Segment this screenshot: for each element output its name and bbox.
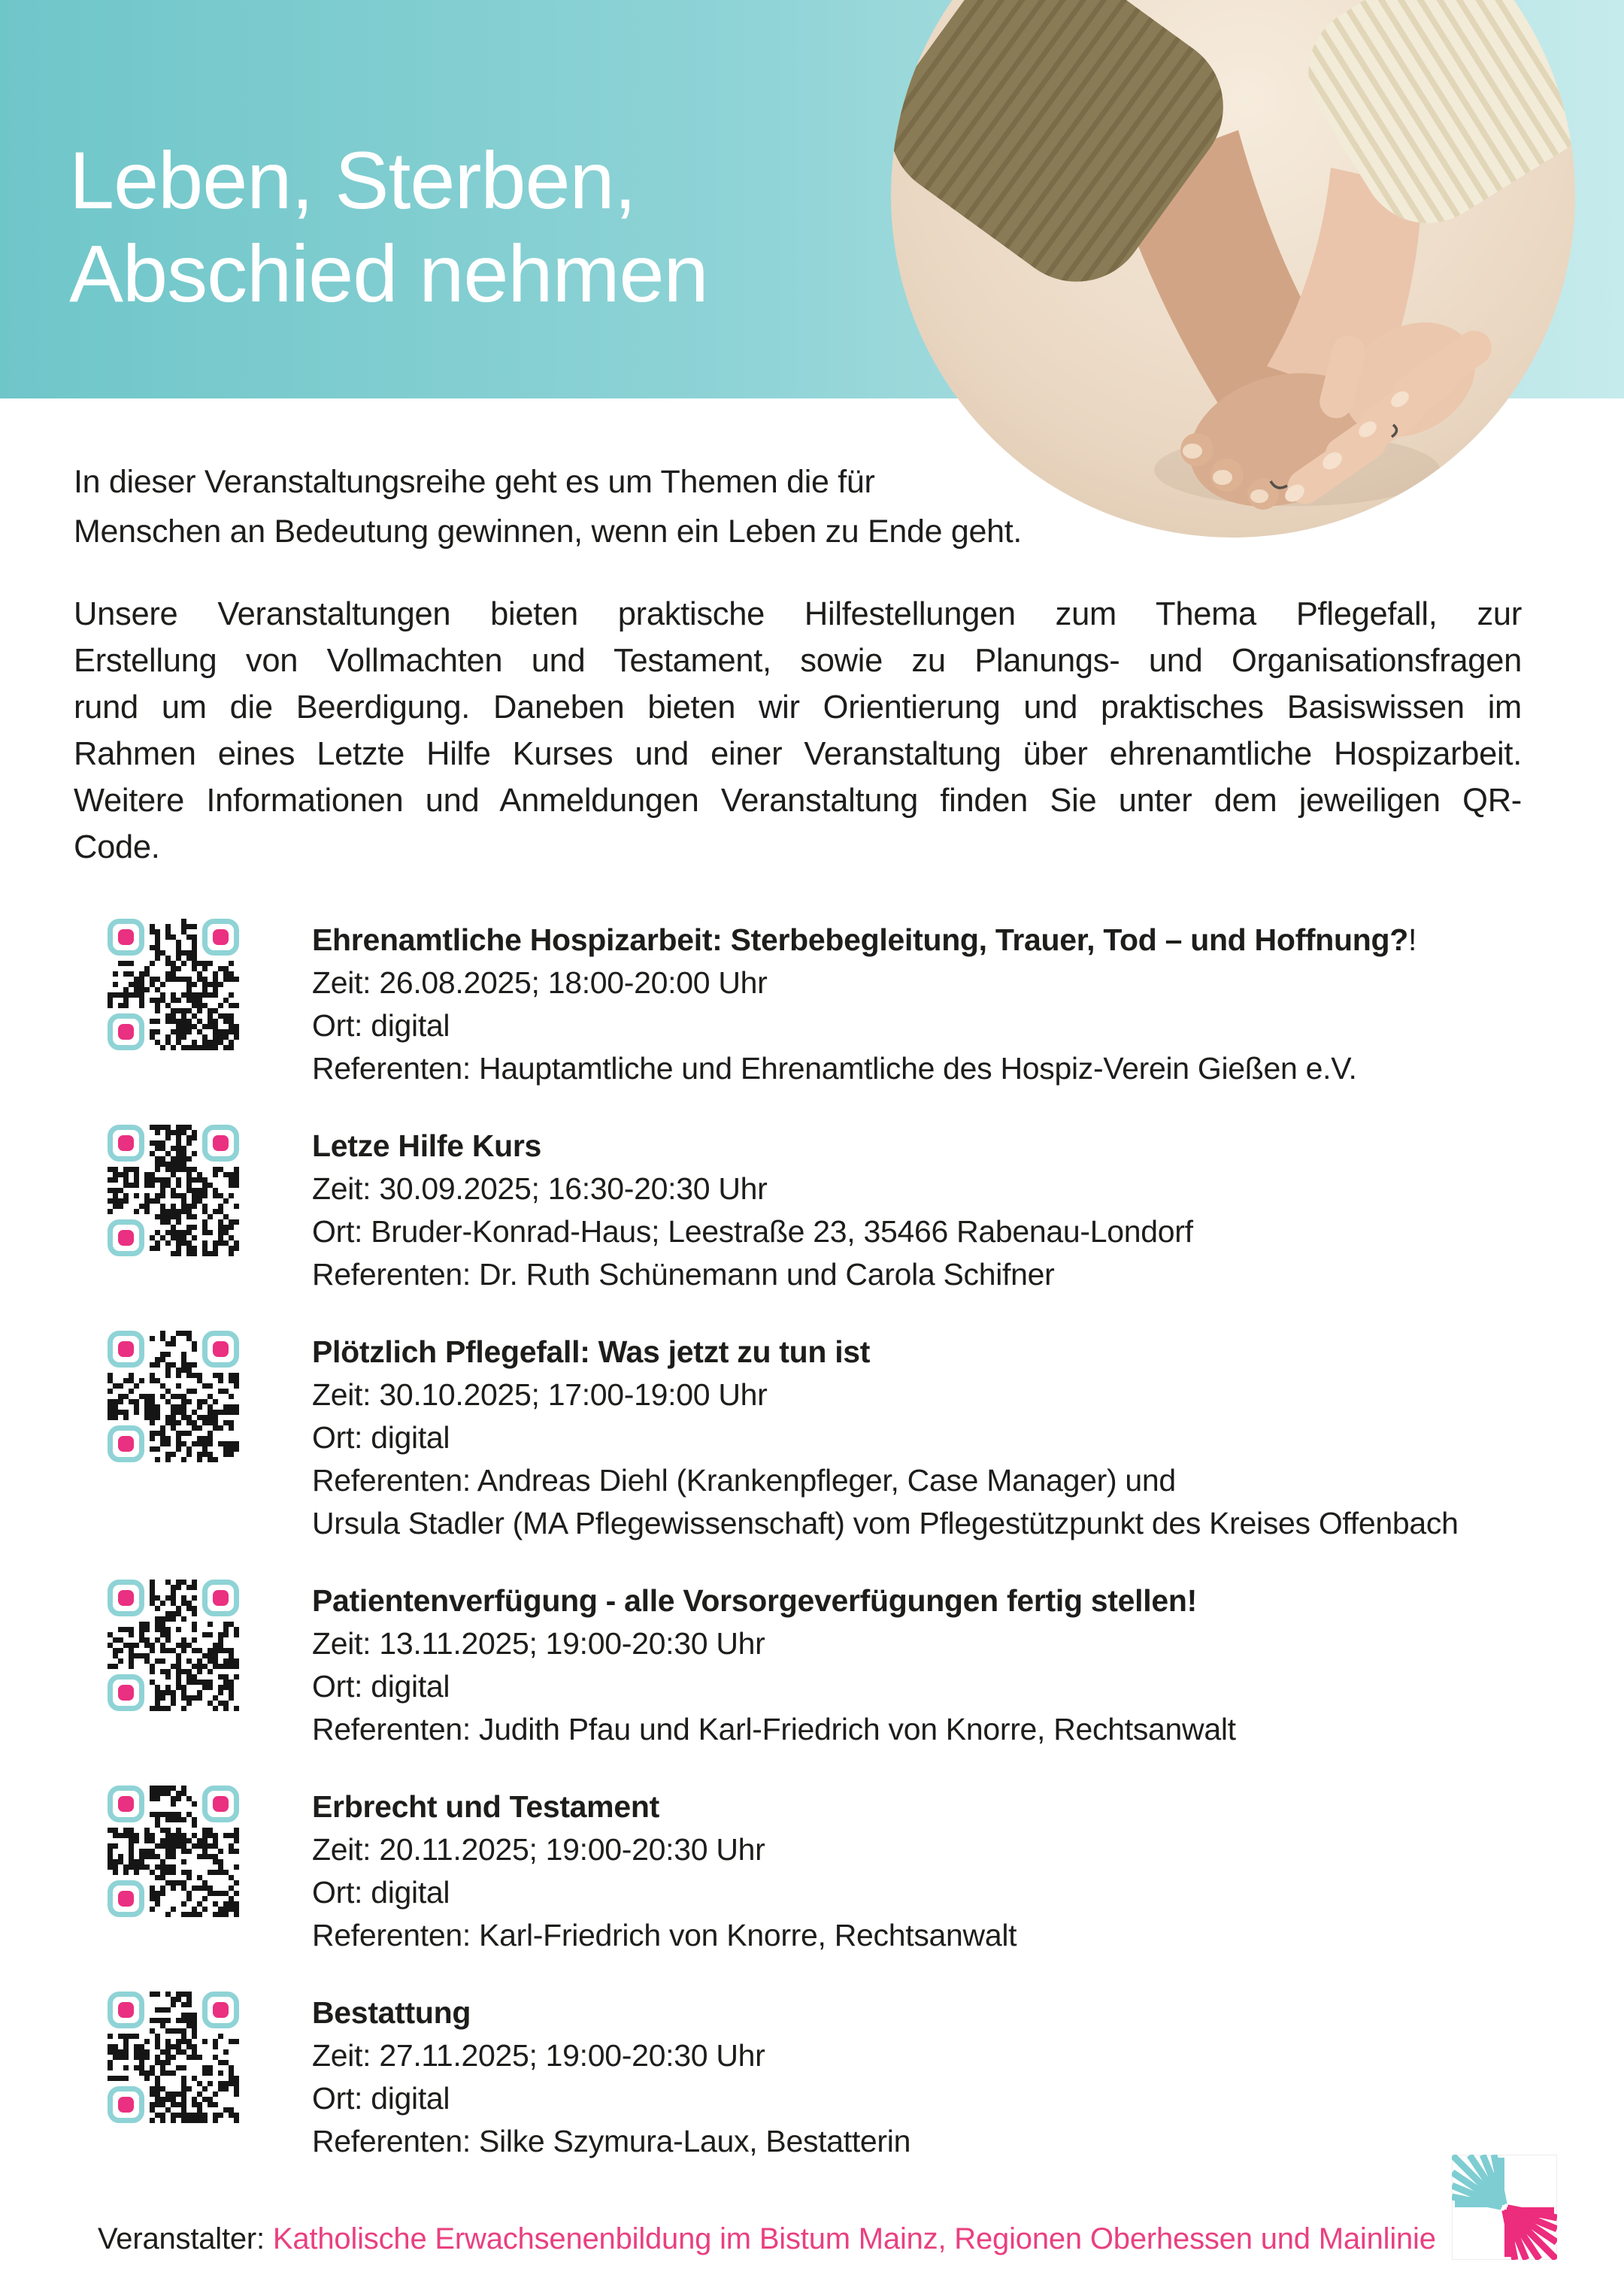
event-referenten: Referenten: Judith Pfau und Karl-Friedrich von Knorre, Rechtsanwalt: [312, 1712, 1236, 1746]
footer: [98, 2222, 1436, 2256]
event-zeit: Zeit: 20.11.2025; 19:00-20:30 Uhr: [312, 1832, 765, 1867]
event-zeit: Zeit: 30.10.2025; 17:00-19:00 Uhr: [312, 1377, 768, 1412]
event-list: [108, 919, 1590, 2198]
qr-code-patientenverfuegung: [108, 1580, 239, 1711]
description-line: Code.: [74, 829, 160, 865]
qr-code-erbrecht: [108, 1786, 239, 1917]
event-ort: Ort: Bruder-Konrad-Haus; Leestraße 23, 35466 Rabenau-Londorf: [312, 1214, 1193, 1249]
event-item-patientenverfuegung: [108, 1580, 1590, 1751]
event-title: Patientenverfügung - alle Vorsorgeverfügungen fertig stellen!: [312, 1583, 1197, 1618]
intro-paragraph: [74, 457, 1022, 556]
event-zeit: Zeit: 13.11.2025; 19:00-20:30 Uhr: [312, 1626, 765, 1661]
event-ort: Ort: digital: [312, 1669, 450, 1704]
event-referenten: Referenten: Andreas Diehl (Krankenpfleger, Case Manager) und: [312, 1463, 1176, 1498]
event-ort: Ort: digital: [312, 2081, 450, 2116]
event-ort: Ort: digital: [312, 1008, 450, 1043]
event-referenten: Referenten: Hauptamtliche und Ehrenamtliche des Hospiz-Verein Gießen e.V.: [312, 1051, 1357, 1086]
description-line: Unsere Veranstaltungen bieten praktische Hilfestellungen zum Thema Pflegefall, zur: [74, 596, 1522, 632]
event-title: Bestattung: [312, 1995, 471, 2030]
qr-code-hospizarbeit: [108, 919, 239, 1050]
organizer-label: Veranstalter:: [98, 2222, 265, 2255]
description-line: Weitere Informationen und Anmeldungen Veranstaltung finden Sie unter dem jeweiligen QR-: [74, 783, 1522, 819]
event-zeit: Zeit: 27.11.2025; 19:00-20:30 Uhr: [312, 2038, 765, 2073]
event-item-erbrecht: [108, 1786, 1590, 1957]
event-ort: Ort: digital: [312, 1420, 450, 1455]
qr-code-bestattung: [108, 1992, 239, 2123]
event-title: Erbrecht und Testament: [312, 1789, 659, 1824]
event-item-hospizarbeit: [108, 919, 1590, 1090]
organizer-name: Katholische Erwachsenenbildung im Bistum Mainz, Regionen Oberhessen und Mainlinie: [272, 2222, 1436, 2255]
event-referenten-2: Ursula Stadler (MA Pflegewissenschaft) vom Pflegestützpunkt des Kreises Offenbach: [312, 1506, 1459, 1540]
event-zeit: Zeit: 26.08.2025; 18:00-20:00 Uhr: [312, 965, 768, 1000]
event-item-letzte-hilfe: [108, 1125, 1590, 1296]
event-item-pflegefall: [108, 1331, 1590, 1545]
intro-line-2: Menschen an Bedeutung gewinnen, wenn ein Leben zu Ende geht.: [74, 513, 1023, 550]
description-line: Erstellung von Vollmachten und Testament, sowie zu Planungs- und Organisationsfragen: [74, 643, 1522, 679]
event-referenten: Referenten: Karl-Friedrich von Knorre, Rechtsanwalt: [312, 1918, 1017, 1952]
title-line-2: Abschied nehmen: [69, 228, 708, 319]
page-title: [69, 134, 708, 320]
event-ort: Ort: digital: [312, 1875, 450, 1910]
event-title: Ehrenamtliche Hospizarbeit: Sterbebegleitung, Trauer, Tod – und Hoffnung?!: [312, 922, 1417, 957]
event-title-suffix: !: [1408, 922, 1417, 957]
event-referenten: Referenten: Dr. Ruth Schünemann und Carola Schifner: [312, 1257, 1055, 1292]
event-zeit: Zeit: 30.09.2025; 16:30-20:30 Uhr: [312, 1171, 768, 1206]
title-line-1: Leben, Sterben,: [69, 135, 636, 226]
event-title: Plötzlich Pflegefall: Was jetzt zu tun ist: [312, 1334, 871, 1369]
description-paragraph: [74, 591, 1522, 871]
description-line: Rahmen eines Letzte Hilfe Kurses und einer Veranstaltung über ehrenamtliche Hospizarbeit.: [74, 736, 1522, 772]
event-title: Letze Hilfe Kurs: [312, 1128, 542, 1163]
keb-logo: [1452, 2155, 1557, 2260]
qr-code-letzte-hilfe: [108, 1125, 239, 1256]
qr-code-pflegefall: [108, 1331, 239, 1462]
description-line: rund um die Beerdigung. Daneben bieten wir Orientierung und praktisches Basiswissen im: [74, 689, 1522, 725]
event-item-bestattung: [108, 1992, 1590, 2163]
intro-line-1: In dieser Veranstaltungsreihe geht es um Themen die für: [74, 464, 875, 500]
event-referenten: Referenten: Silke Szymura-Laux, Bestatterin: [312, 2124, 911, 2158]
